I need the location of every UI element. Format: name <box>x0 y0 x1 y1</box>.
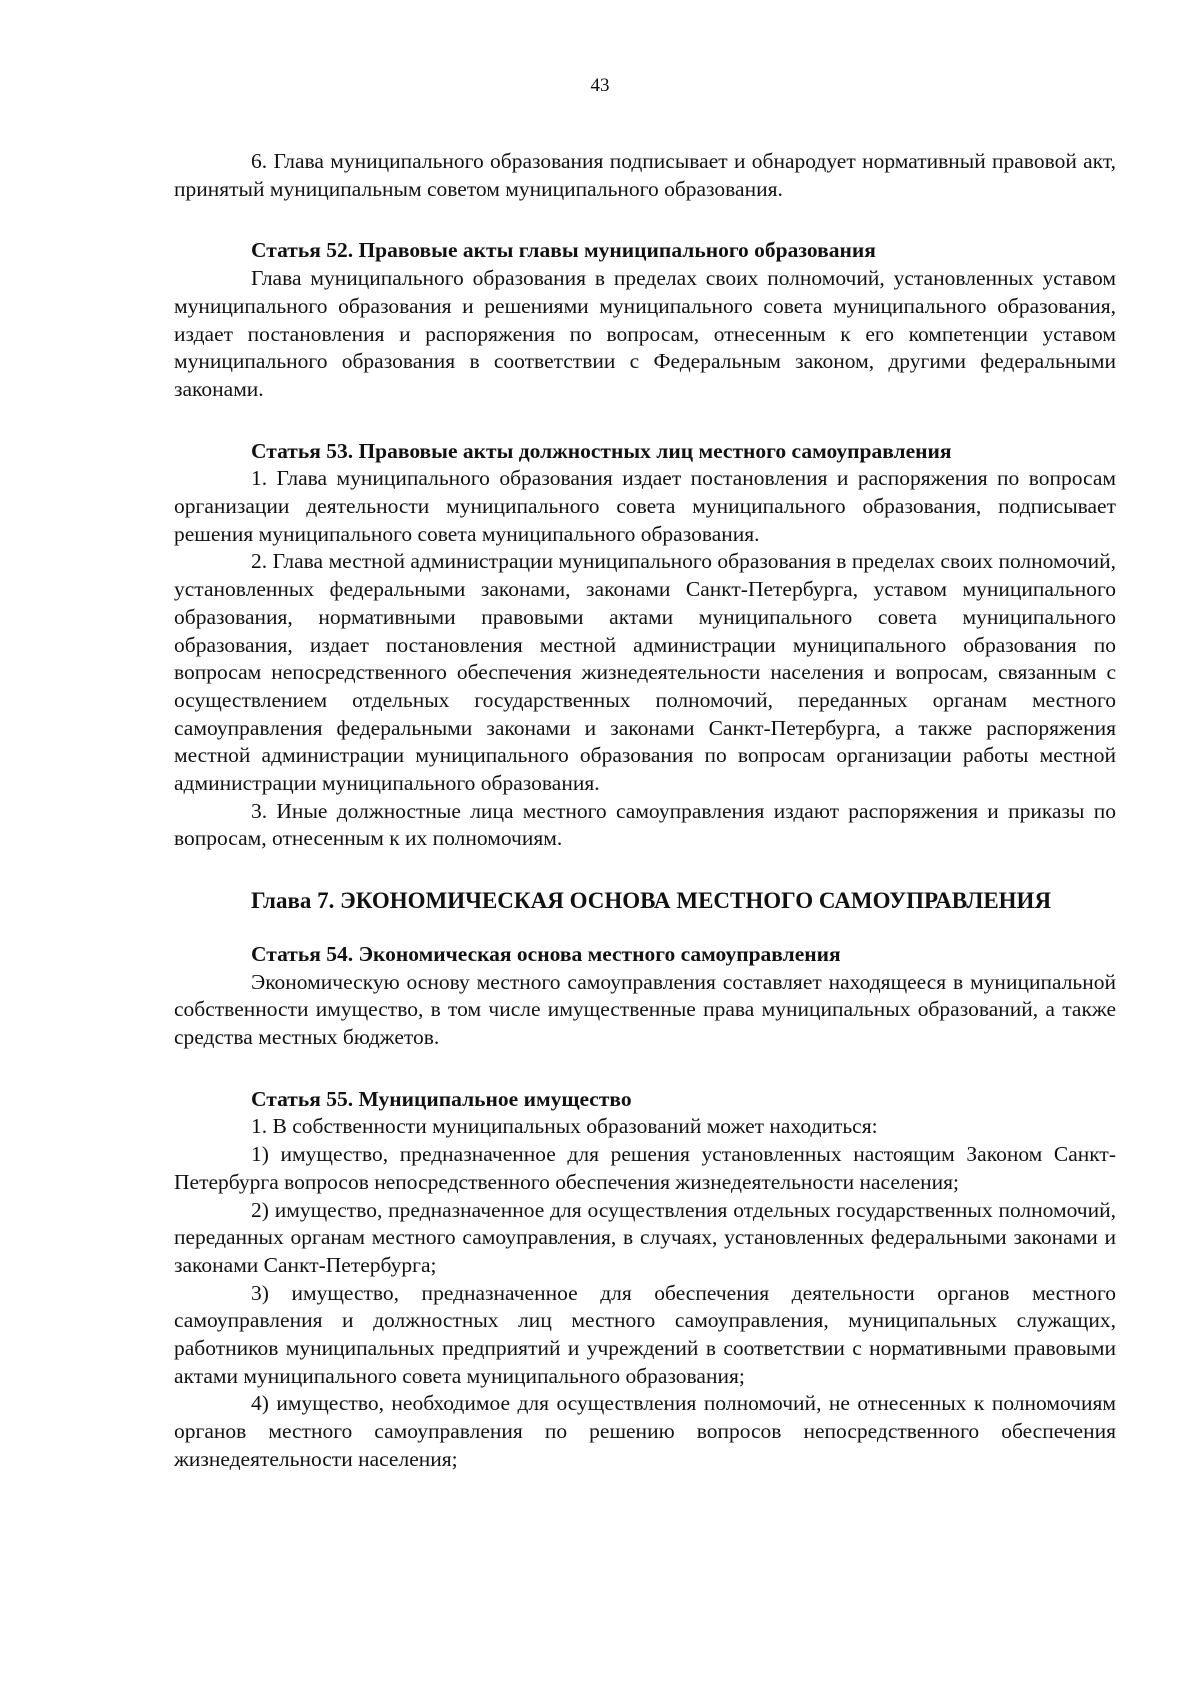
paragraph: Глава муниципального образования в пределах своих полномочий, установленных уставом муниципального образования и решениями муниципального совета муниципального образования, издает постановления и распоряжения по вопросам, отнесенным к его компетенции уставом муниципального образования в соответствии с Федеральным законом, другими федеральными законами. <box>174 266 1116 401</box>
document-body <box>174 148 1116 1474</box>
list-item: 2) имущество, предназначенное для осуществления отдельных государственных полномочий, переданных органам местного самоуправления, в случаях, установленных федеральными законами и законами Санкт-Петербурга; <box>174 1197 1116 1277</box>
paragraph: 1. В собственности муниципальных образований может находиться: <box>251 1114 878 1139</box>
paragraph: 3. Иные должностные лица местного самоуправления издают распоряжения и приказы по вопросам, отнесенным к их полномочиям. <box>174 798 1116 851</box>
article-heading: Статья 55. Муниципальное имущество <box>251 1086 632 1111</box>
chapter-heading: Глава 7. ЭКОНОМИЧЕСКАЯ ОСНОВА МЕСТНОГО САМОУПРАВЛЕНИЯ <box>251 888 1052 914</box>
list-item: 3) имущество, предназначенное для обеспечения деятельности органов местного самоуправления и должностных лиц местного самоуправления, муниципальных служащих, работников муниципальных предприятий и учреждений в соответствии с нормативными правовыми актами муниципального совета муниципального образования; <box>174 1280 1116 1388</box>
paragraph: Экономическую основу местного самоуправления составляет находящееся в муниципальной собственности имущество, в том числе имущественные права муниципальных образований, а также средства местных бюджетов. <box>174 969 1116 1049</box>
list-item: 4) имущество, необходимое для осуществления полномочий, не отнесенных к полномочиям органов местного самоуправления по решению вопросов непосредственного обеспечения жизнедеятельности населения; <box>174 1391 1116 1471</box>
article-heading: Статья 54. Экономическая основа местного самоуправления <box>251 941 841 966</box>
paragraph: 1. Глава муниципального образования издает постановления и распоряжения по вопросам организации деятельности муниципального совета муниципального образования, подписывает решения муниципального совета муниципального образования. <box>174 466 1116 546</box>
article-heading: Статья 52. Правовые акты главы муниципального образования <box>251 238 876 263</box>
list-item: 1) имущество, предназначенное для решения установленных настоящим Законом Санкт-Петербурга вопросов непосредственного обеспечения жизнедеятельности населения; <box>174 1142 1116 1194</box>
page-number: 43 <box>590 75 610 96</box>
paragraph: 6. Глава муниципального образования подписывает и обнародует нормативный правовой акт, принятый муниципальным советом муниципального образования. <box>174 149 1116 201</box>
paragraph: 2. Глава местной администрации муниципального образования в пределах своих полномочий, установленных федеральными законами, законами Санкт-Петербурга, уставом муниципального образования, нормативными правовыми актами муниципального совета муниципального образования, издает постановления местной администрации муниципального образования по вопросам непосредственного обеспечения жизнедеятельности населения и вопросам, связанным с осуществлением отдельных государственных полномочий, переданных органам местного самоуправления федеральными законами и законами Санкт-Петербурга, а также распоряжения местной администрации муниципального образования по вопросам организации работы местной администрации муниципального образования. <box>174 549 1116 796</box>
article-heading: Статья 53. Правовые акты должностных лиц местного самоуправления <box>251 438 952 463</box>
